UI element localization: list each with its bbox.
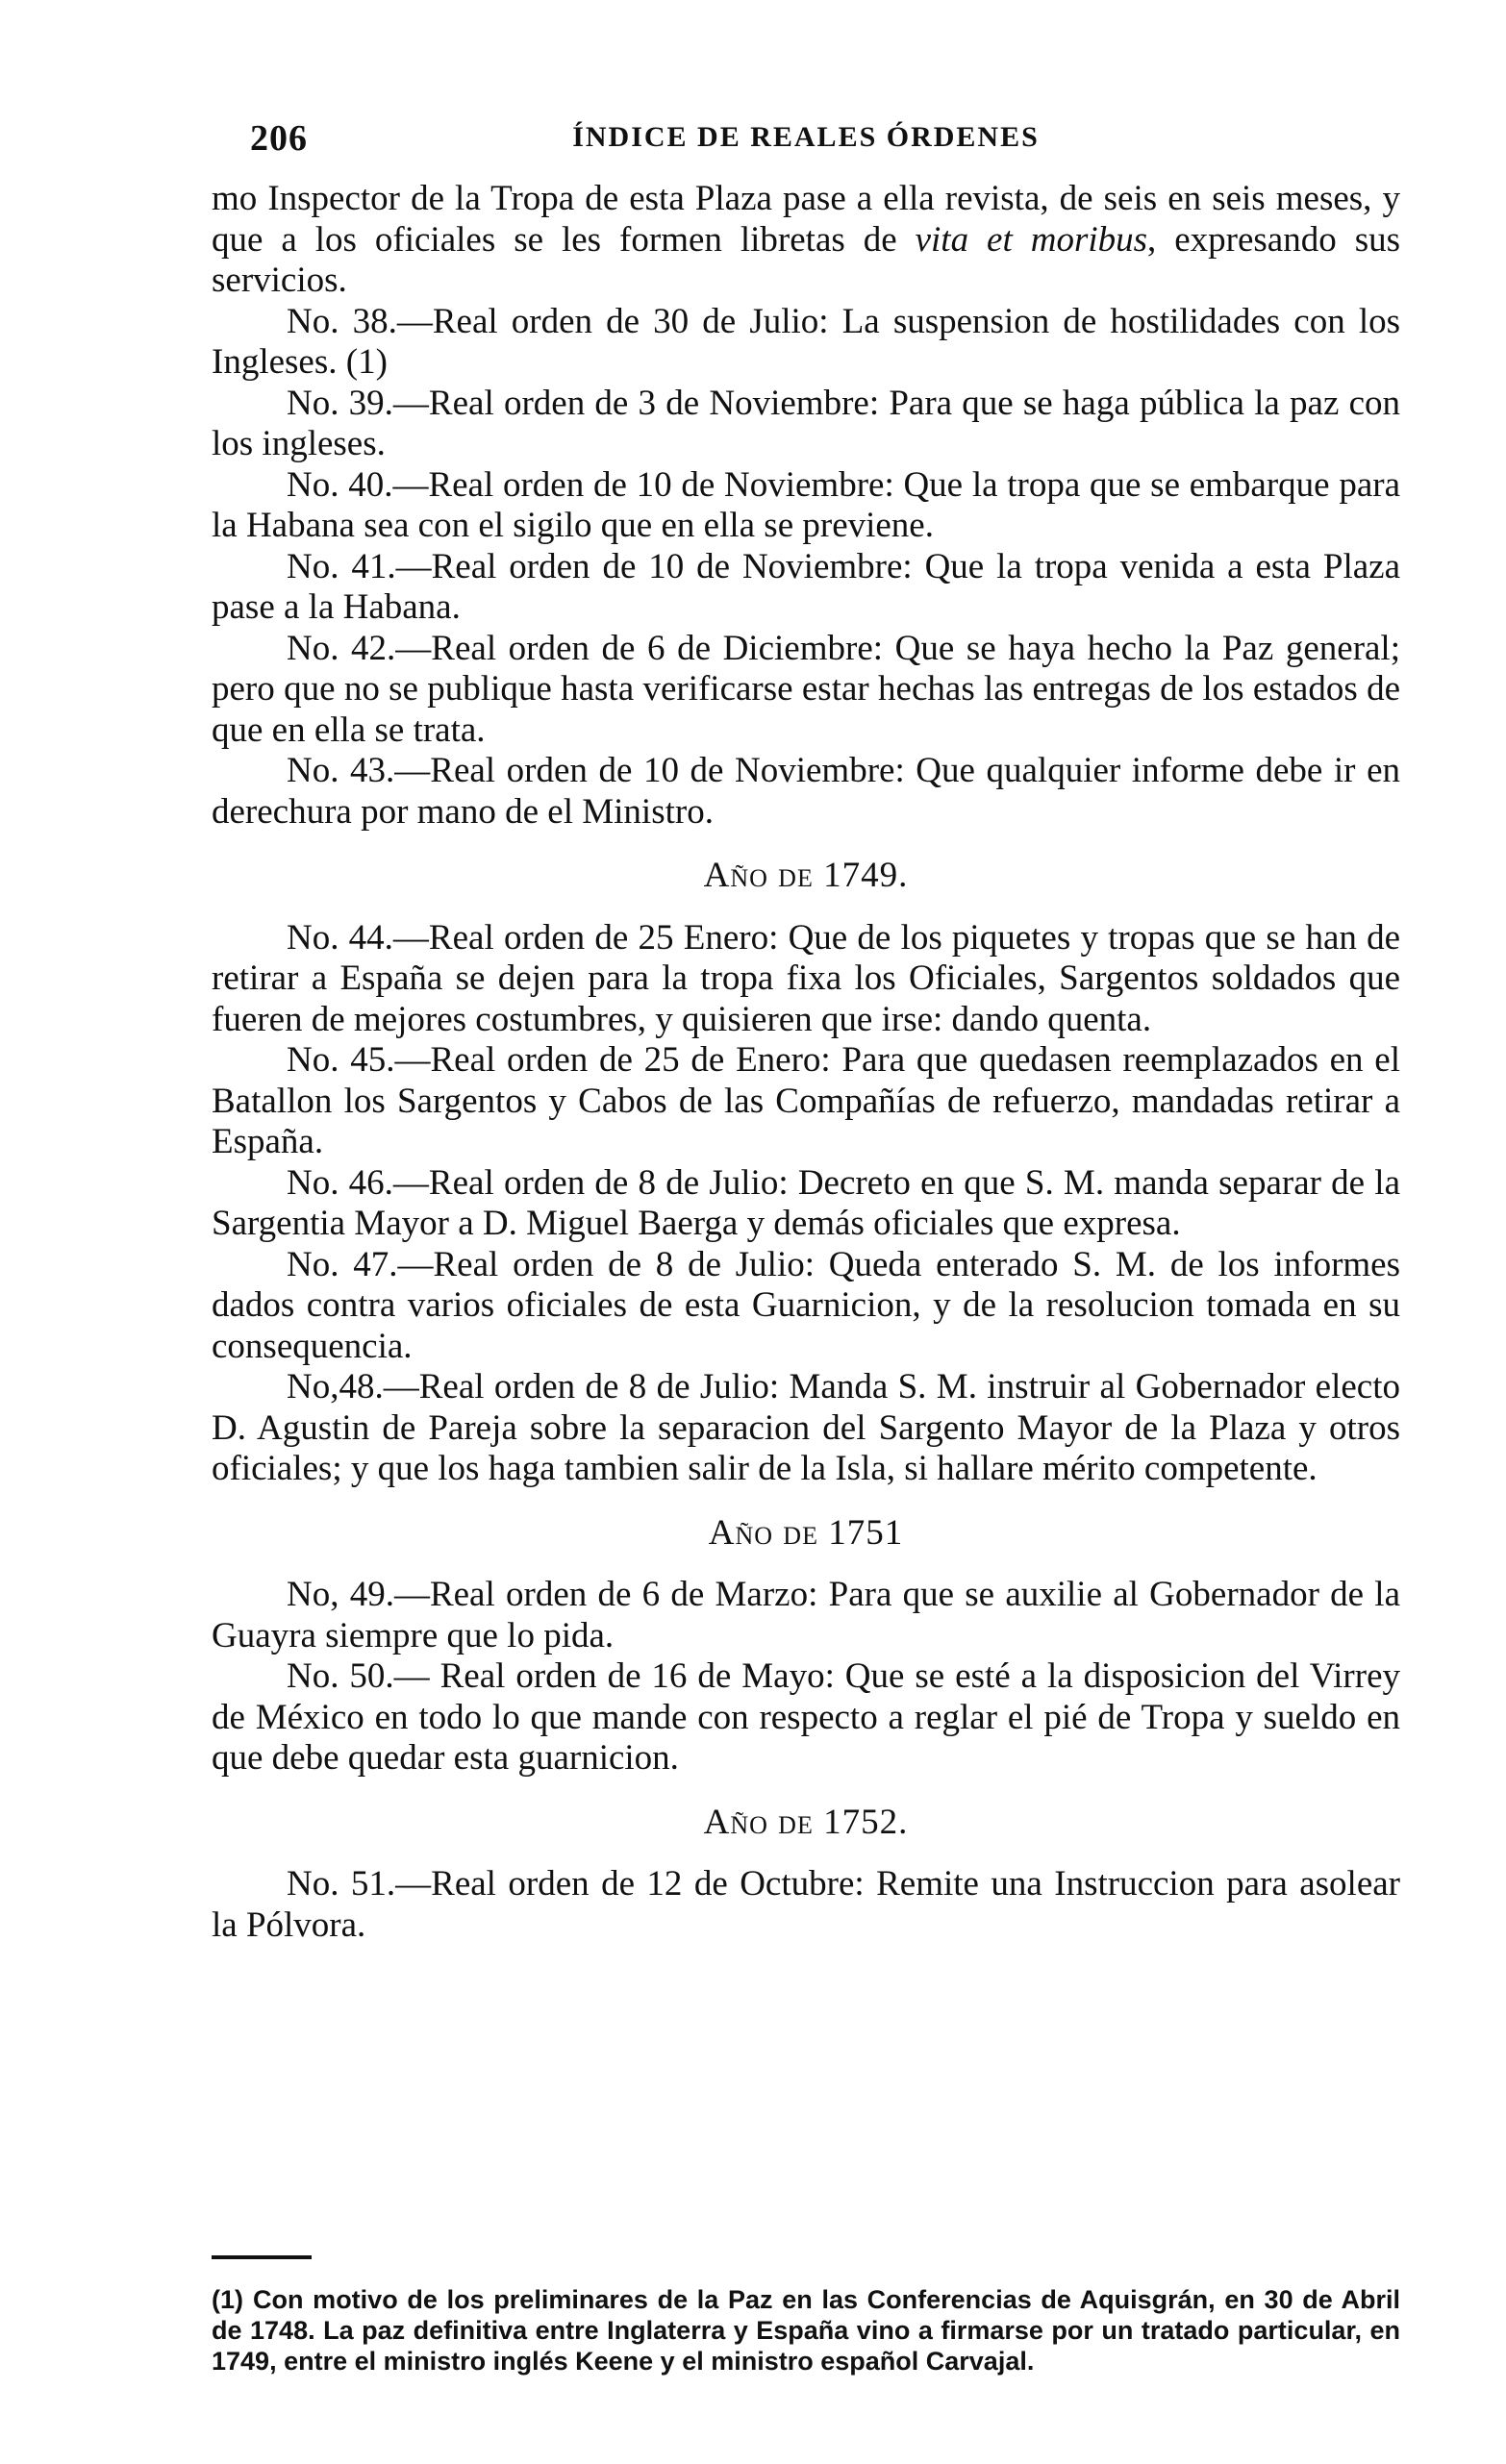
- footnote-paragraph: [212, 2284, 1400, 2377]
- footnote-text: Con motivo de los preliminares de la Paz en las Conferencias de Aquisgrán, en 30 de Abril de 1748. La paz definitiva entre Inglaterra y España vino a firmarse por un tratado particular, en 1749, entre el ministro inglés Keene y el ministro español Carvajal.: [212, 2285, 1400, 2376]
- order-entry: [212, 1864, 1400, 1946]
- order-entry: [212, 918, 1400, 1041]
- page-header: [212, 117, 1400, 179]
- text-run: No. 46.—Real orden de 8 de Julio: Decreto en que S. M. manda separar de la Sargentia Mayor a D. Miguel Baerga y demás oficiales que expresa.: [212, 1162, 1400, 1243]
- order-entry: [212, 1163, 1400, 1245]
- text-run: No. 45.—Real orden de 25 de Enero: Para que quedasen reemplazados en el Batallon los Sargentos y Cabos de las Compañías de refuerzo, mandadas retirar a España.: [212, 1040, 1400, 1161]
- year-heading: Año de 1751: [708, 1512, 904, 1553]
- order-entry: [212, 1656, 1400, 1780]
- order-entry: [212, 302, 1400, 384]
- order-entry: [212, 547, 1400, 629]
- text-run: No. 38.—Real orden de 30 de Julio: La suspension de hostilidades con los Ingleses. (1): [212, 301, 1400, 382]
- text-run: No. 42.—Real orden de 6 de Diciembre: Que se haya hecho la Paz general; pero que no se publique hasta verificarse estar hechas las entregas de los estados de que en ella se trata.: [212, 628, 1400, 750]
- page-number: 206: [250, 118, 308, 159]
- italic-phrase: vita et moribus: [915, 219, 1148, 260]
- text-run: No. 51.—Real orden de 12 de Octubre: Remite una Instruccion para asolear la Pólvora.: [212, 1864, 1400, 1945]
- text-run: , expresando sus servicios.: [212, 219, 1400, 300]
- text-run: No. 50.— Real orden de 16 de Mayo: Que se esté a la disposicion del Virrey de México en todo lo que mande con respecto a reglar el pié de Tropa y sueldo en que debe quedar esta guarnicion.: [212, 1656, 1400, 1778]
- year-heading: Año de 1752.: [703, 1802, 909, 1842]
- order-entry: [212, 1575, 1400, 1656]
- running-title: ÍNDICE DE REALES ÓRDENES: [572, 121, 1040, 153]
- order-entry: [212, 1040, 1400, 1163]
- footnote-marker: (1): [212, 2285, 243, 2314]
- text-run: No. 47.—Real orden de 8 de Julio: Queda enterado S. M. de los informes dados contra varios oficiales de esta Guarnicion, y de la resolucion tomada en su consequencia.: [212, 1244, 1400, 1366]
- text-run: No. 39.—Real orden de 3 de Noviembre: Para que se haga pública la paz con los ingleses.: [212, 383, 1400, 463]
- text-run: No, 49.—Real orden de 6 de Marzo: Para que se auxilie al Gobernador de la Guayra siempre que lo pida.: [212, 1575, 1400, 1655]
- order-entry: [212, 1245, 1400, 1368]
- document-page: [212, 117, 1400, 1946]
- order-entry: [212, 629, 1400, 752]
- footnote: [212, 2284, 1400, 2377]
- text-run: No,48.—Real orden de 8 de Julio: Manda S. M. instruir al Gobernador electo D. Agustin de Pareja sobre la separacion del Sargento Mayor de la Plaza y otros oficiales; y que los haga tambien salir de la Isla, si hallare mérito competente.: [212, 1367, 1400, 1488]
- text-run: No. 41.—Real orden de 10 de Noviembre: Que la tropa venida a esta Plaza pase a la Habana.: [212, 546, 1400, 627]
- footnote-rule: [212, 2255, 312, 2259]
- text-run: No. 43.—Real orden de 10 de Noviembre: Que qualquier informe debe ir en derechura por mano de el Ministro.: [212, 751, 1400, 832]
- body-text: [212, 179, 1400, 1946]
- order-entry: [212, 465, 1400, 547]
- text-run: No. 40.—Real orden de 10 de Noviembre: Que la tropa que se embarque para la Habana sea con el sigilo que en ella se previene.: [212, 464, 1400, 545]
- order-entry: [212, 384, 1400, 465]
- continued-paragraph: [212, 179, 1400, 302]
- year-heading: Año de 1749.: [703, 856, 909, 895]
- order-entry: [212, 751, 1400, 833]
- text-run: mo Inspector de la Tropa de esta Plaza pase a ella revista, de seis en seis meses, y que a los oficiales se les formen libretas de: [212, 179, 1400, 260]
- order-entry: [212, 1367, 1400, 1490]
- text-run: No. 44.—Real orden de 25 Enero: Que de los piquetes y tropas que se han de retirar a España se dejen para la tropa fixa los Oficiales, Sargentos soldados que fueren de mejores costumbres, y quisieren que irse: dando quenta.: [212, 917, 1400, 1039]
